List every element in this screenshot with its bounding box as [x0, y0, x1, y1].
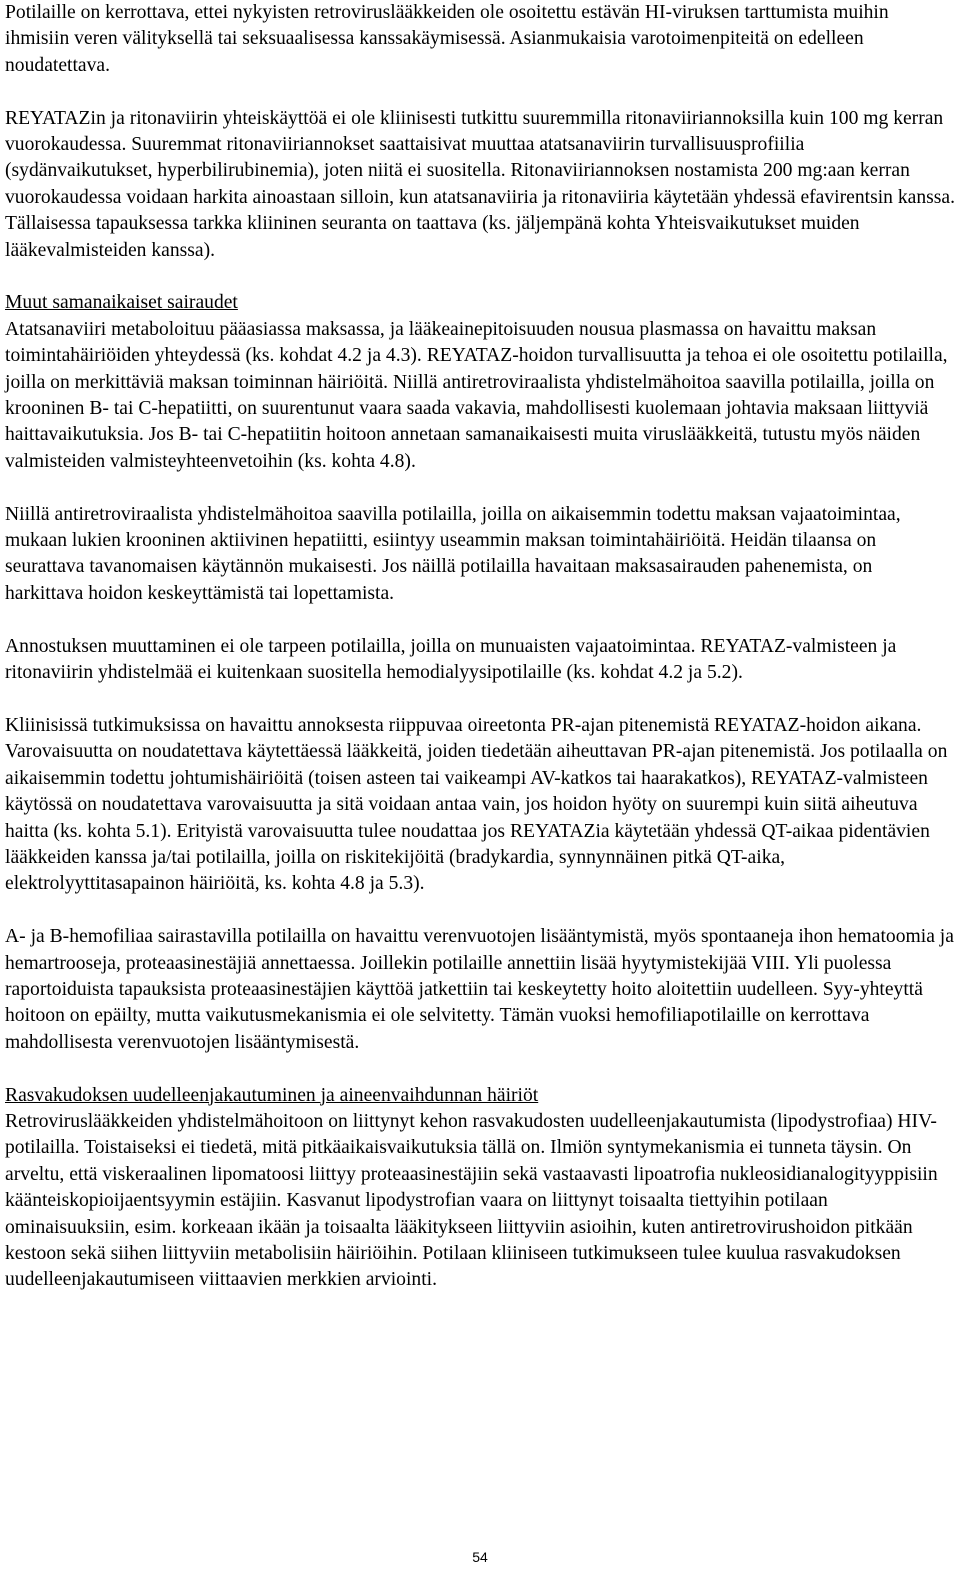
lipodystrophy-paragraph: Retroviruslääkkeiden yhdistelmähoitoon on liittynyt kehon rasvakudosten uudelleenjakautumista (lipodystrofiaa) HIV-potilailla. Toistaiseksi ei tiedetä, mitä pitkäaikaisvaikutuksia tällä on. Ilmiön syntymekanismia ei tunneta täysin. On arveltu, että viskeraalinen lipomatoosi liittyy proteaasinestäjiin sekä vastaavasti lipoatrofia nukleosidianalogityyppisiin käänteiskopioijaentsyymin estäjiin. Kasvanut lipodystrofian vaara on liittynyt toisaalta tiettyihin potilaan ominaisuuksiin, esim. korkeaan ikään ja toisaalta lääkitykseen liittyviin asioihin, kuten antiretrovirushoidon pitkään kestoon sekä siihen liittyviin metabolisiin häiriöihin. Potilaan kliiniseen tutkimukseen tulee kuulua rasvakudoksen uudelleenjakautumiseen viittaavien merkkien arviointi.	[5, 1110, 938, 1291]
document-page	[5, 0, 955, 1294]
page-number: 54	[472, 1549, 488, 1565]
hepatic-dysfunction-paragraph: Niillä antiretroviraalista yhdistelmähoitoa saavilla potilailla, joilla on aikaisemmin todettu maksan vajaatoimintaa, mukaan lukien krooninen aktiivinen hepatiitti, esiintyy useammin maksan toimintahäiriöitä. Heidän tilaansa on seurattava tavanomaisen käytännön mukaisesti. Jos näillä potilailla havaitaan maksasairauden pahenemista, on harkittava hoidon keskeyttämistä tai lopettamista.	[5, 503, 901, 604]
ritonavir-dosage-paragraph: REYATAZin ja ritonaviirin yhteiskäyttöä ei ole kliinisesti tutkittu suuremmilla ritonaviiriannoksilla kuin 100 mg kerran vuorokaudessa. Suuremmat ritonaviiriannokset saattaisivat muuttaa atatsanaviirin turvallisuusprofiilia (sydänvaikutukset, hyperbilirubinemia), joten niitä ei suositella. Ritonaviiriannoksen nostamista 200 mg:aan kerran vuorokaudessa voidaan harkita ainoastaan silloin, kun atatsanaviiria ja ritonaviiria käytetään yhdessä efavirentsin kanssa. Tällaisessa tapauksessa tarkka kliininen seuranta on taattava (ks. jäljempänä kohta Yhteisvaikutukset muiden lääkevalmisteiden kanssa).	[5, 107, 955, 261]
pr-interval-paragraph: Kliinisissä tutkimuksissa on havaittu annoksesta riippuvaa oireetonta PR-ajan pitenemistä REYATAZ-hoidon aikana. Varovaisuutta on noudatettava käytettäessä lääkkeitä, joiden tiedetään aiheuttavan PR-ajan pitenemistä. Jos potilaalla on aikaisemmin todettu johtumishäiriöitä (toisen asteen tai vaikeampi AV-katkos tai haarakatkos), REYATAZ-valmisteen käytössä on noudatettava varovaisuutta ja sitä voidaan antaa vain, jos hoidon hyöty on suurempi kuin siitä aiheutuva haitta (ks. kohta 5.1). Erityistä varovaisuutta tulee noudattaa jos REYATAZia käytetään yhdessä QT-aikaa pidentävien lääkkeiden kanssa ja/tai potilailla, joilla on riskitekijöitä (bradykardia, synnynnäinen pitkä QT-aika, elektrolyyttitasapainon häiriöitä, ks. kohta 4.8 ja 5.3).	[5, 714, 948, 895]
hepatic-impairment-paragraph: Atatsanaviiri metaboloituu pääasiassa maksassa, ja lääkeainepitoisuuden nousua plasmassa on havaittu maksan toimintahäiriöiden yhteydessä (ks. kohdat 4.2 ja 4.3). REYATAZ-hoidon turvallisuutta ja tehoa ei ole osoitettu potilailla, joilla on merkittäviä maksan toiminnan häiriöitä. Niillä antiretroviraalista yhdistelmähoitoa saavilla potilailla, joilla on krooninen B- tai C-hepatiitti, on suurentunut vaara saada vakavia, mahdollisesti kuolemaan johtavia maksaan liittyviä haittavaikutuksia. Jos B- tai C-hepatiitin hoitoon annetaan samanaikaisesti muita viruslääkkeitä, tutustu myös näiden valmisteiden valmisteyhteenvetoihin (ks. kohta 4.8).	[5, 318, 948, 472]
paragraph-spacer	[5, 475, 955, 501]
paragraph-spacer	[5, 1056, 955, 1082]
paragraph-spacer	[5, 79, 955, 105]
paragraph-spacer	[5, 264, 955, 290]
paragraph-spacer	[5, 687, 955, 713]
paragraph-spacer	[5, 898, 955, 924]
section-heading-concurrent-diseases: Muut samanaikaiset sairaudet	[5, 292, 238, 314]
intro-paragraph: Potilaille on kerrottava, ettei nykyisten retroviruslääkkeiden ole osoitettu estävän HI-viruksen tarttumista muihin ihmisiin veren välityksellä tai seksuaalisessa kanssakäymisessä. Asianmukaisia varotoimenpiteitä on edelleen noudatettava.	[5, 2, 889, 76]
hemophilia-paragraph: A- ja B-hemofiliaa sairastavilla potilailla on havaittu verenvuotojen lisääntymistä, myös spontaaneja ihon hematoomia ja hemartrooseja, proteaasinestäjiä annettaessa. Joillekin potilaille annettiin lisää hyytymistekijää VIII. Yli puolessa raportoiduista tapauksista proteaasinestäjien käyttöä jatkettiin tai keskeytetty hoito aloitettiin uudelleen. Syy-yhteyttä hoitoon on epäilty, mutta vaikutusmekanismia ei ole selvitetty. Tämän vuoksi hemofiliapotilaille on kerrottava mahdollisesta verenvuotojen lisääntymisestä.	[5, 926, 954, 1053]
section-heading-lipodystrophy: Rasvakudoksen uudelleenjakautuminen ja aineenvaihdunnan häiriöt	[5, 1084, 539, 1106]
renal-impairment-paragraph: Annostuksen muuttaminen ei ole tarpeen potilailla, joilla on munuaisten vajaatoimintaa. REYATAZ-valmisteen ja ritonaviirin yhdistelmää ei kuitenkaan suositella hemodialyysipotilaille (ks. kohdat 4.2 ja 5.2).	[5, 635, 897, 684]
paragraph-spacer	[5, 607, 955, 633]
